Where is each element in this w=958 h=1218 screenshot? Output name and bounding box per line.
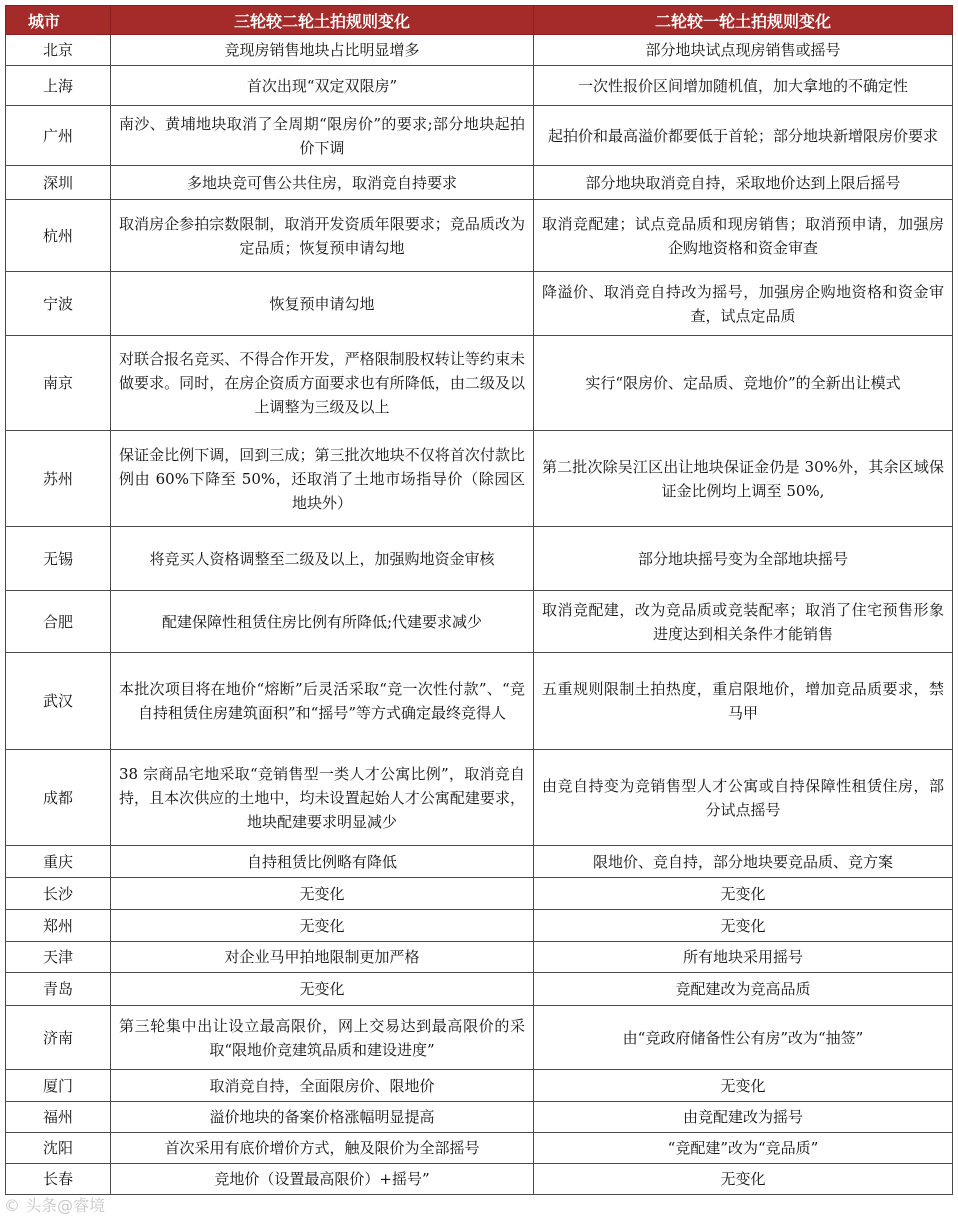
city-cell: 成都 — [6, 750, 111, 846]
city-cell: 厦门 — [6, 1070, 111, 1102]
table-row — [6, 166, 953, 200]
table-row — [6, 591, 953, 653]
round3-cell: 配建保障性租赁住房比例有所降低;代建要求减少 — [111, 591, 534, 653]
land-auction-rules-table — [5, 5, 953, 1195]
table-row — [6, 106, 953, 166]
city-cell: 天津 — [6, 942, 111, 973]
watermark: © 头条@睿境 — [4, 1196, 106, 1215]
round2-cell: 所有地块采用摇号 — [534, 942, 953, 973]
round2-cell: 部分地块取消竞自持，采取地价达到上限后摇号 — [534, 166, 953, 200]
round2-cell: 由竞自持变为竞销售型人才公寓或自持保障性租赁住房，部分试点摇号 — [534, 750, 953, 846]
round2-cell: 限地价、竞自持，部分地块要竞品质、竞方案 — [534, 846, 953, 878]
city-cell: 沈阳 — [6, 1133, 111, 1164]
round3-cell: 自持租赁比例略有降低 — [111, 846, 534, 878]
table-row — [6, 1102, 953, 1133]
round3-cell: 本批次项目将在地价“熔断”后灵活采取“竞一次性付款”、“竞自持租赁住房建筑面积”和“摇号”等方式确定最终竞得人 — [111, 653, 534, 750]
city-cell: 上海 — [6, 66, 111, 106]
table-row — [6, 1164, 953, 1195]
round2-cell: 由竞配建改为摇号 — [534, 1102, 953, 1133]
city-cell: 南京 — [6, 336, 111, 431]
round3-cell: 将竞买人资格调整至二级及以上，加强购地资金审核 — [111, 527, 534, 591]
city-cell: 青岛 — [6, 973, 111, 1006]
city-cell: 长沙 — [6, 878, 111, 910]
header-round2-vs-round1: 二轮较一轮土拍规则变化 — [534, 6, 953, 35]
round3-cell: 溢价地块的备案价格涨幅明显提高 — [111, 1102, 534, 1133]
city-cell: 苏州 — [6, 431, 111, 527]
round3-cell: 恢复预申请勾地 — [111, 272, 534, 336]
round2-cell: 无变化 — [534, 1164, 953, 1195]
city-cell: 北京 — [6, 35, 111, 66]
round2-cell: 第二批次除吴江区出让地块保证金仍是 30%外，其余区域保证金比例均上调至 50%, — [534, 431, 953, 527]
table-row — [6, 527, 953, 591]
city-cell: 无锡 — [6, 527, 111, 591]
city-cell: 重庆 — [6, 846, 111, 878]
round2-cell: 无变化 — [534, 910, 953, 942]
round3-cell: 保证金比例下调，回到三成；第三批次地块不仅将首次付款比例由 60%下降至 50%，还取消了土地市场指导价（除园区地块外） — [111, 431, 534, 527]
round2-cell: 无变化 — [534, 878, 953, 910]
table-row — [6, 272, 953, 336]
city-cell: 济南 — [6, 1006, 111, 1070]
round2-cell: 一次性报价区间增加随机值，加大拿地的不确定性 — [534, 66, 953, 106]
round3-cell: 取消竞自持，全面限房价、限地价 — [111, 1070, 534, 1102]
round2-cell: 竞配建改为竞高品质 — [534, 973, 953, 1006]
round3-cell: 对联合报名竞买、不得合作开发，严格限制股权转让等约束未做要求。同时，在房企资质方面要求也有所降低，由二级及以上调整为三级及以上 — [111, 336, 534, 431]
table-row — [6, 1133, 953, 1164]
round2-cell: 部分地块摇号变为全部地块摇号 — [534, 527, 953, 591]
round3-cell: 取消房企参拍宗数限制，取消开发资质年限要求；竞品质改为定品质；恢复预申请勾地 — [111, 200, 534, 272]
table-row — [6, 750, 953, 846]
city-cell: 广州 — [6, 106, 111, 166]
city-cell: 武汉 — [6, 653, 111, 750]
city-cell: 合肥 — [6, 591, 111, 653]
round3-cell: 多地块竞可售公共住房，取消竞自持要求 — [111, 166, 534, 200]
round2-cell: 部分地块试点现房销售或摇号 — [534, 35, 953, 66]
city-cell: 长春 — [6, 1164, 111, 1195]
city-cell: 深圳 — [6, 166, 111, 200]
header-round3-vs-round2: 三轮较二轮土拍规则变化 — [111, 6, 534, 35]
round3-cell: 第三轮集中出让设立最高限价，网上交易达到最高限价的采取“限地价竞建筑品质和建设进度” — [111, 1006, 534, 1070]
table-row — [6, 336, 953, 431]
round3-cell: 竞地价（设置最高限价）+摇号” — [111, 1164, 534, 1195]
round3-cell: 首次采用有底价增价方式，触及限价为全部摇号 — [111, 1133, 534, 1164]
city-cell: 宁波 — [6, 272, 111, 336]
round3-cell: 无变化 — [111, 973, 534, 1006]
table-row — [6, 35, 953, 66]
round2-cell: 由“竞政府储备性公有房”改为“抽签” — [534, 1006, 953, 1070]
header-city: 城市 — [6, 6, 111, 35]
round3-cell: 38 宗商品宅地采取“竞销售型一类人才公寓比例”，取消竞自持，且本次供应的土地中，均未设置起始人才公寓配建要求，地块配建要求明显减少 — [111, 750, 534, 846]
city-cell: 杭州 — [6, 200, 111, 272]
table-row — [6, 973, 953, 1006]
table-row — [6, 431, 953, 527]
table-row — [6, 653, 953, 750]
city-cell: 福州 — [6, 1102, 111, 1133]
table-row — [6, 942, 953, 973]
round3-cell: 无变化 — [111, 878, 534, 910]
table-row — [6, 878, 953, 910]
round3-cell: 首次出现“双定双限房” — [111, 66, 534, 106]
round2-cell: 五重规则限制土拍热度，重启限地价，增加竞品质要求，禁马甲 — [534, 653, 953, 750]
table-row — [6, 200, 953, 272]
round2-cell: “竞配建”改为“竞品质” — [534, 1133, 953, 1164]
table-row — [6, 846, 953, 878]
round2-cell: 实行“限房价、定品质、竞地价”的全新出让模式 — [534, 336, 953, 431]
table-row — [6, 910, 953, 942]
table-row — [6, 1006, 953, 1070]
round3-cell: 无变化 — [111, 910, 534, 942]
table-row — [6, 1070, 953, 1102]
table-row — [6, 66, 953, 106]
round2-cell: 取消竞配建，改为竞品质或竞装配率；取消了住宅预售形象进度达到相关条件才能销售 — [534, 591, 953, 653]
round2-cell: 降溢价、取消竞自持改为摇号，加强房企购地资格和资金审查，试点定品质 — [534, 272, 953, 336]
round2-cell: 起拍价和最高溢价都要低于首轮；部分地块新增限房价要求 — [534, 106, 953, 166]
round2-cell: 取消竞配建；试点竞品质和现房销售；取消预申请，加强房企购地资格和资金审查 — [534, 200, 953, 272]
round2-cell: 无变化 — [534, 1070, 953, 1102]
round3-cell: 南沙、黄埔地块取消了全周期“限房价”的要求;部分地块起拍价下调 — [111, 106, 534, 166]
round3-cell: 竞现房销售地块占比明显增多 — [111, 35, 534, 66]
round3-cell: 对企业马甲拍地限制更加严格 — [111, 942, 534, 973]
city-cell: 郑州 — [6, 910, 111, 942]
header-row — [6, 6, 953, 35]
